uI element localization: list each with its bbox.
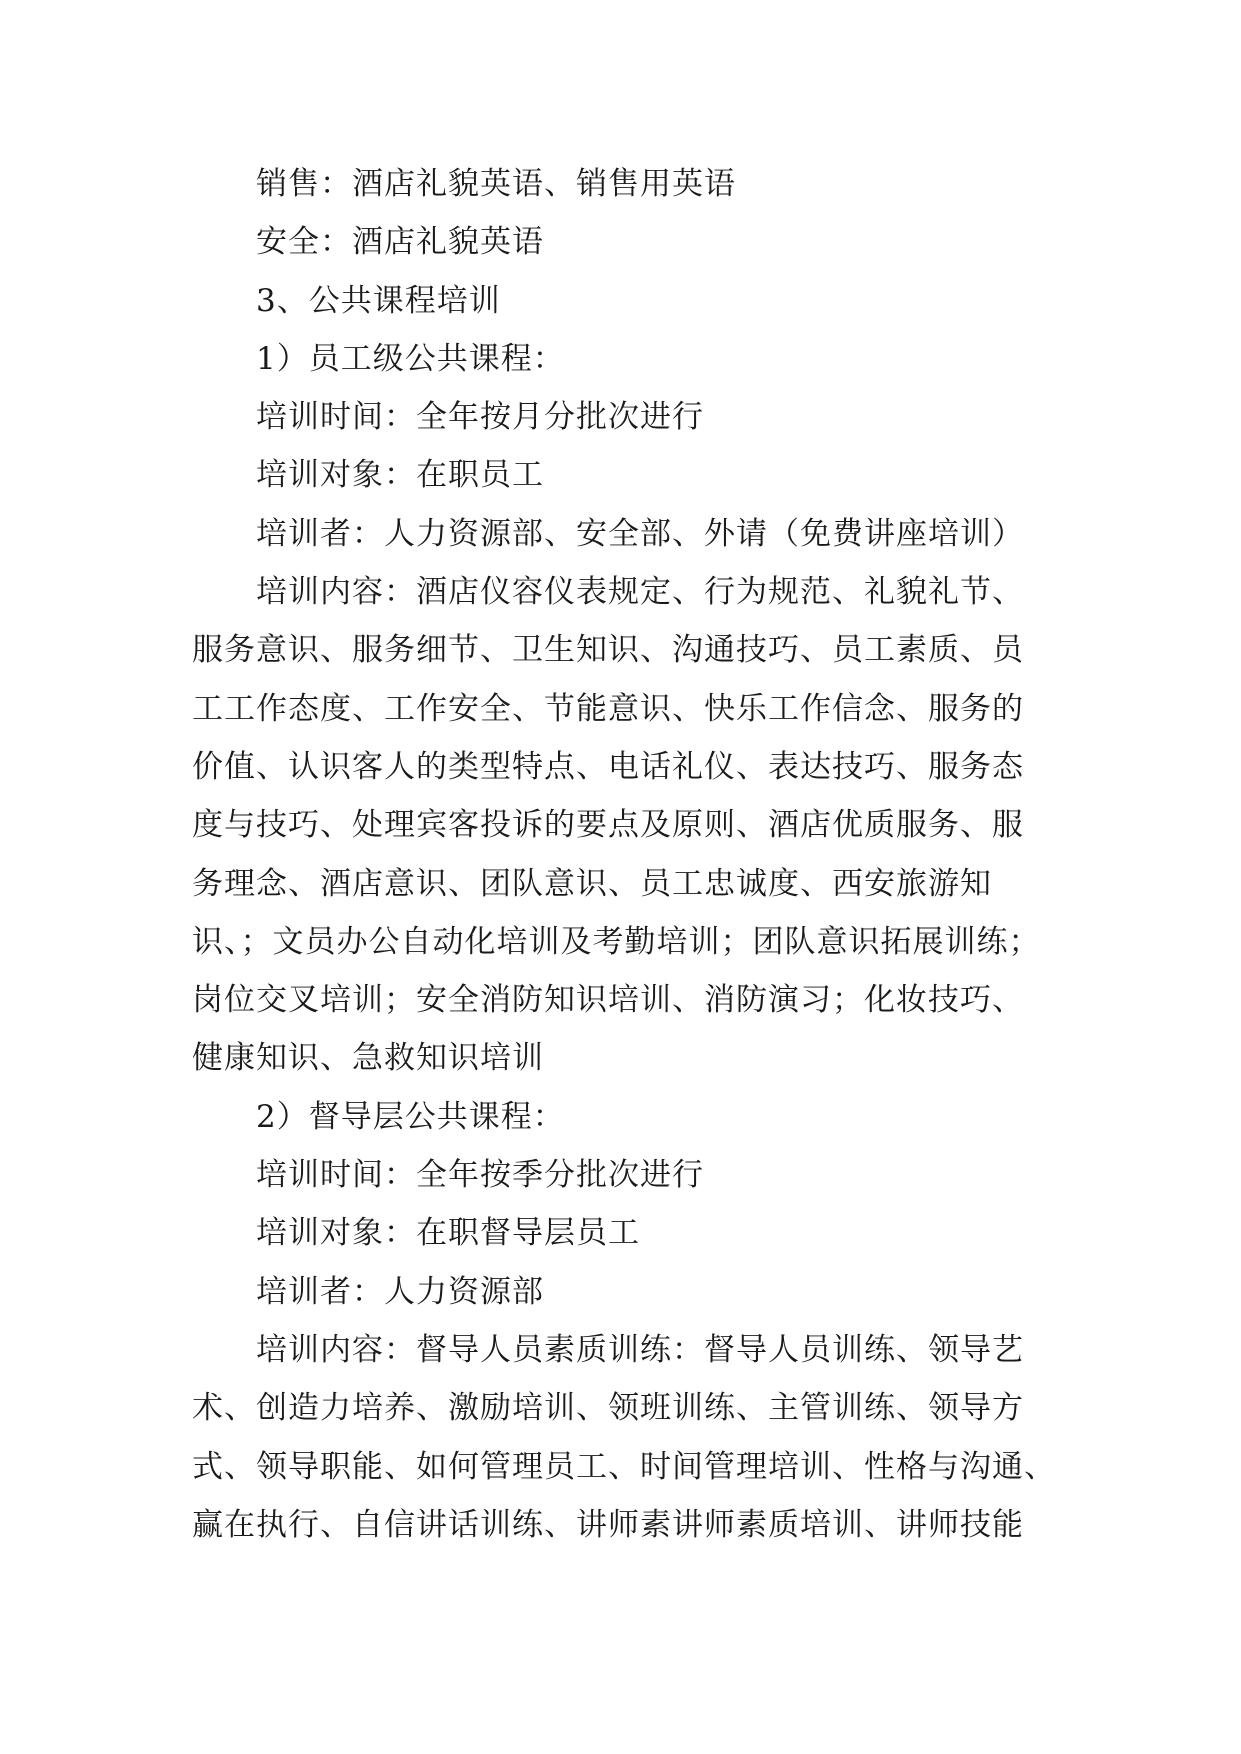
text-line-trainer: 培训者：人力资源部、安全部、外请（免费讲座培训） [256, 515, 1024, 552]
subheading-staff-level: 1）员工级公共课程： [256, 340, 565, 377]
text-line-content-end: 健康知识、急救知识培训 [192, 1040, 544, 1077]
text-line-training-target: 培训对象：在职员工 [256, 457, 544, 494]
text-line-content: 工工作态度、工作安全、节能意识、快乐工作信念、服务的 [192, 690, 1024, 727]
text-line-content-start: 培训内容：督导人员素质训练：督导人员训练、领导艺 [256, 1331, 1024, 1368]
text-line-content: 识、；文员办公自动化培训及考勤培训；团队意识拓展训练； [192, 923, 1041, 960]
text-line-security: 安全：酒店礼貌英语 [256, 224, 544, 261]
text-line-content: 度与技巧、处理宾客投诉的要点及原则、酒店优质服务、服 [192, 807, 1024, 844]
document-body [192, 155, 1062, 1554]
text-line-content: 岗位交叉培训；安全消防知识培训、消防演习；化妆技巧、 [192, 982, 1024, 1019]
text-line-training-target: 培训对象：在职督导层员工 [256, 1215, 640, 1252]
text-line-training-time: 培训时间：全年按月分批次进行 [256, 399, 704, 436]
subheading-supervisor-level: 2）督导层公共课程： [256, 1098, 565, 1135]
text-line-sales: 销售：酒店礼貌英语、销售用英语 [256, 166, 736, 202]
text-line-content: 价值、认识客人的类型特点、电话礼仪、表达技巧、服务态 [192, 748, 1024, 785]
text-line-trainer: 培训者：人力资源部 [256, 1273, 544, 1310]
text-line-content: 务理念、酒店意识、团队意识、员工忠诚度、西安旅游知 [192, 865, 992, 902]
text-line-content: 式、领导职能、如何管理员工、时间管理培训、性格与沟通、 [192, 1448, 1056, 1485]
text-line-content: 赢在执行、自信讲话训练、讲师素讲师素质培训、讲师技能 [192, 1506, 1024, 1543]
text-line-content: 术、创造力培养、激励培训、领班训练、主管训练、领导方 [192, 1390, 1024, 1427]
text-line-training-time: 培训时间：全年按季分批次进行 [256, 1157, 704, 1194]
text-line-content: 服务意识、服务细节、卫生知识、沟通技巧、员工素质、员 [192, 632, 1024, 669]
text-line-content-start: 培训内容：酒店仪容仪表规定、行为规范、礼貌礼节、 [256, 574, 1024, 611]
section-heading-public-courses: 3、公共课程培训 [256, 282, 501, 319]
